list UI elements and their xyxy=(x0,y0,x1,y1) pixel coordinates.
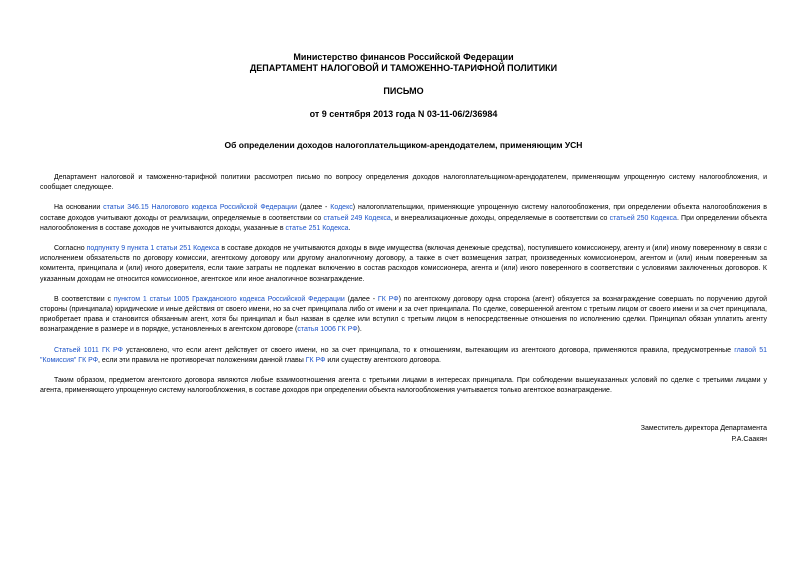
paragraph-5 xyxy=(40,346,767,366)
text-run: установлено, что если агент действует от своего имени, но за счет принципала, то к отношениям, вытекающим из агентского договора, применяются правила, предусмотренные xyxy=(122,346,735,354)
link-chapter-51-gk[interactable]: главой 51 "Комиссия" ГК РФ xyxy=(40,346,767,364)
link-kodeks[interactable]: Кодекс xyxy=(330,204,353,212)
text-run: ) налогоплательщики, применяющие упрощенную систему налогообложения, при определении объекта налогообложения в составе доходов учитывают доходы от реализации, определяемые в соответствии со xyxy=(40,204,768,222)
signatory-position: Заместитель директора Департамента xyxy=(640,425,767,432)
text-run: в составе доходов не учитываются доходы в виде имущества (включая денежные средства), поступившего комиссионеру, агенту и (или) иному поверенному в связи с исполнением обязательств по договору комиссии, агентскому договору или другому аналогичному договору, а также в счет возмещения затрат, произведенных комиссионером, агентом и (или) иным поверенным за комитента, принципала и (или) иного доверителя, если такие затраты не подлежат включению в состав расходов комиссионера, агента и (или) иного поверенного в соответствии с условиями заключенных договоров. К указанным доходам не относится комиссионное, агентское или иное аналогичное вознаграждение. xyxy=(40,245,768,283)
text-run: ) по агентскому договору одна сторона (агент) обязуется за вознаграждение совершать по поручению другой стороны (принципала) юридические и иные действия от своего имени, но за счет принципала либо от имени и за счет принципала. По сделке, совершенной агентом с третьим лицом от своего имени и за счет принципала, приобретает права и становится обязанным агент, хотя бы принципал и был назван в сделке или вступил с третьим лицом в непосредственные отношения по исполнению сделки. Принципал обязан уплатить агенту вознаграждение в размере и в порядке, установленных в агентском договоре ( xyxy=(40,295,767,334)
link-article-1006-gk[interactable]: статья 1006 ГК РФ xyxy=(297,326,358,334)
text-run: Департамент налоговой и таможенно-тарифной политики рассмотрел письмо по вопросу определения доходов налогоплательщиком-арендодателем, применяющим упрощенную систему налогообложения, и сообщает следующее. xyxy=(40,174,767,192)
letter-header xyxy=(40,52,767,120)
text-run: . При определении объекта налогообложения в составе доходов не учитываются доходы, указанные в xyxy=(40,214,768,232)
text-run: , и внереализационные доходы, определяемые в соответствии со xyxy=(390,214,610,222)
paragraph-6 xyxy=(40,376,767,396)
text-run: или существу агентского договора. xyxy=(325,356,441,364)
text-run: В соответствии с xyxy=(54,295,114,303)
link-gk-rf[interactable]: ГК РФ xyxy=(305,356,326,364)
text-run: Таким образом, предметом агентского договора являются любые взаимоотношения агента с третьими лицами в интересах принципала. При соблюдении вышеуказанных условий по сделке с третьими лицами у агента, применяющего упрощенную систему налогообложения, в составе доходов при определении объекта налогообложения учитывается только агентское вознаграждение. xyxy=(40,377,767,395)
text-run: ). xyxy=(357,326,362,334)
link-article-250[interactable]: статьей 250 Кодекса xyxy=(609,214,677,222)
letter-document xyxy=(40,52,768,443)
link-article-249[interactable]: статьей 249 Кодекса xyxy=(323,214,391,222)
text-run: На основании xyxy=(54,204,104,212)
text-run: Согласно xyxy=(54,245,87,253)
ministry-name: Министерство финансов Российской Федерации xyxy=(293,52,514,62)
document-type: ПИСЬМО xyxy=(383,86,424,96)
paragraph-3 xyxy=(40,244,767,285)
link-article-346-15[interactable]: статьи 346.15 Налогового кодекса Российской Федерации xyxy=(103,204,297,212)
text-run: (далее - xyxy=(297,204,331,212)
paragraph-4 xyxy=(40,295,767,336)
document-date-number: от 9 сентября 2013 года N 03-11-06/2/36984 xyxy=(309,109,498,119)
link-article-1005-gk[interactable]: пунктом 1 статьи 1005 Гражданского кодекса Российской Федерации xyxy=(113,295,345,303)
text-run: , если эти правила не противоречат положениям данной главы xyxy=(98,356,306,364)
link-gk-rf[interactable]: ГК РФ xyxy=(377,295,399,303)
link-article-251[interactable]: статье 251 Кодекса xyxy=(285,224,349,232)
signatory-name: Р.А.Саакян xyxy=(731,435,767,443)
signature-block xyxy=(641,424,767,445)
paragraph-1 xyxy=(40,173,767,193)
text-run: . xyxy=(348,224,351,232)
department-name: ДЕПАРТАМЕНТ НАЛОГОВОЙ И ТАМОЖЕННО-ТАРИФНОЙ ПОЛИТИКИ xyxy=(249,63,558,73)
link-subparagraph-9-article-251[interactable]: подпункту 9 пункта 1 статьи 251 Кодекса xyxy=(86,245,220,253)
link-article-1011-gk[interactable]: Статьей 1011 ГК РФ xyxy=(54,346,123,354)
paragraph-2 xyxy=(40,203,767,234)
text-run: (далее - xyxy=(344,295,378,303)
letter-subject: Об определении доходов налогоплательщиком-арендодателем, применяющим УСН xyxy=(224,140,583,150)
